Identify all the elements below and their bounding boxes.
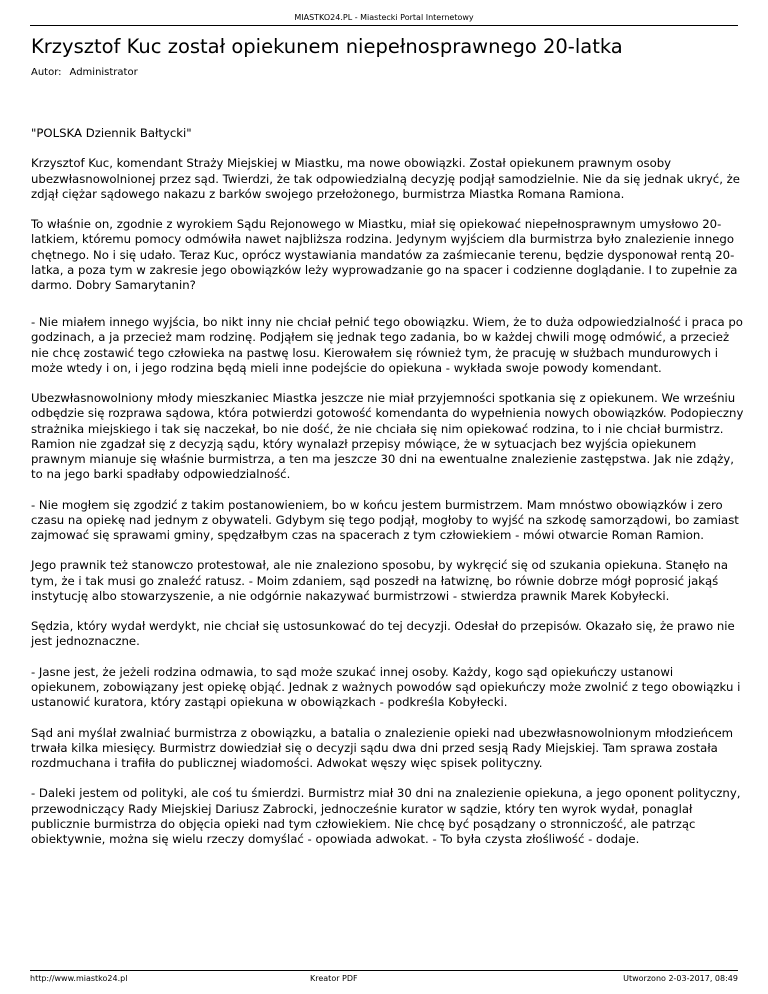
article-paragraph: Krzysztof Kuc, komendant Straży Miejskiej w Miastku, ma nowe obowiązki. Został opiekunem prawnym osoby ubezwłasnowolnionej przez sąd. Twierdzi, że tak odpowiedzialną decyzję podjął samodzielnie. Nie da się jednak ukryć, że zdjął ciężar sądowego nakazu z barków swojego przełożonego, burmistrza Miastka Romana Ramiona. xyxy=(31,156,740,201)
article-paragraph: Jego prawnik też stanowczo protestował, ale nie znaleziono sposobu, by wykręcić się od szukania opiekuna. Stanęło na tym, że i tak musi go znaleźć ratusz. - Moim zdaniem, sąd poszedł na łatwiznę, bo równie dobrze mógł poprosić jakąś instytucję albo stowarzyszenie, a nie odgórnie nakazywać burmistrzowi - stwierdza prawnik Marek Kobyłecki. xyxy=(31,558,729,603)
article-paragraph: Ubezwłasnowolniony młody mieszkaniec Miastka jeszcze nie miał przyjemności spotkania się z opiekunem. We wrześniu odbędzie się rozprawa sądowa, która potwierdzi gotowość komendanta do wypełnienia nowych obowiązków. Podopieczny strażnika miejskiego i tak się naczekał, bo nie dość, że nie chciała się nim opiekować rodzina, to i nie chciał burmistrz. Ramion nie zgadzał się z decyzją sądu, który wynalazł przepisy mówiące, że w sytuacjach bez wyjścia opiekunem prawnym mianuje się właśnie burmistrza, a ten ma jeszcze 30 dni na ewentualne znalezienie zastępstwa. Jak nie zdąży, to na jego barki spadłaby odpowiedzialność. xyxy=(31,391,744,482)
article-title: Krzysztof Kuc został opiekunem niepełnosprawnego 20-latka xyxy=(31,35,623,58)
footer-created-date: Utworzono 2-03-2017, 08:49 xyxy=(623,974,738,983)
footer-url-link[interactable]: http://www.miastko24.pl xyxy=(30,974,128,983)
article-paragraph: "POLSKA Dziennik Bałtycki" xyxy=(31,126,192,140)
footer-generator: Kreator PDF xyxy=(310,974,358,983)
article-paragraph: - Nie miałem innego wyjścia, bo nikt inny nie chciał pełnić tego obowiązku. Wiem, że to duża odpowiedzialność i praca po godzinach, a ja przecież mam rodzinę. Podjąłem się jednak tego zadania, bo w każdej chwili mogę odmówić, a przecież nie chcę zostawić tego człowieka na pastwę losu. Kierowałem się również tym, że pracuję w służbach mundurowych i może wtedy i on, i jego rodzina będą mieli inne podejście do opiekuna - wykłada swoje powody komendant. xyxy=(31,315,743,375)
article-body xyxy=(31,126,745,862)
article-paragraph: To właśnie on, zgodnie z wyrokiem Sądu Rejonowego w Miastku, miał się opiekować niepełnosprawnym umysłowo 20-latkiem, któremu pomocy odmówiła nawet najbliższa rodzina. Jedynym wyjściem dla burmistrza było znalezienie innego chętnego. No i się udało. Teraz Kuc, oprócz wystawiania mandatów za zaśmiecanie terenu, będzie dysponował rentą 20-latka, a poza tym w zakresie jego obowiązków leży wyprowadzanie go na spacer i codzienne doglądanie. I to zupełnie za darmo. Dobry Samarytanin? xyxy=(31,217,738,292)
article-paragraph: Sąd ani myślał zwalniać burmistrza z obowiązku, a batalia o znalezienie opieki nad ubezwłasnowolnionym młodzieńcem trwała kilka miesięcy. Burmistrz dowiedział się o decyzji sądu dwa dni przed sesją Rady Miejskiej. Tam sprawa została rozdmuchana i trafiła do publicznej wiadomości. Adwokat węszy więc spisek polityczny. xyxy=(31,725,734,770)
author-name: Administrator xyxy=(69,67,138,78)
author-line xyxy=(31,67,138,78)
site-header: MIASTKO24.PL - Miastecki Portal Internetowy xyxy=(30,13,738,26)
page-footer xyxy=(30,970,738,985)
article-paragraph: Sędzia, który wydał werdykt, nie chciał się ustosunkować do tej decyzji. Odesłał do przepisów. Okazało się, że prawo nie jest jednoznaczne. xyxy=(31,619,735,649)
author-label: Autor: xyxy=(31,67,62,78)
article-paragraph: - Jasne jest, że jeżeli rodzina odmawia, to sąd może szukać innej osoby. Każdy, kogo sąd opiekuńczy ustanowi opiekunem, zobowiązany jest opiekę objąć. Jednak z ważnych powodów sąd opiekuńczy może zwolnić z tego obowiązku i ustanowić kuratora, który zastąpi opiekuna w obowiązkach - podkreśla Kobyłecki. xyxy=(31,664,741,710)
article-paragraph: - Daleki jestem od polityki, ale coś tu śmierdzi. Burmistrz miał 30 dni na znalezienie opiekuna, a jego oponent polityczny, przewodniczący Rady Miejskiej Dariusz Zabrocki, jednocześnie kurator w sądzie, który ten wyrok wydał, ponaglał publicznie burmistrza do objęcia opieki nad tym człowiekiem. Nie chcę być posądzany o stronniczość, ale patrząc obiektywnie, można się wielu rzeczy domyślać - opowiada adwokat. - To była czysta złośliwość - dodaje. xyxy=(31,786,741,846)
article-paragraph: - Nie mogłem się zgodzić z takim postanowieniem, bo w końcu jestem burmistrzem. Mam mnóstwo obowiązków i zero czasu na opiekę nad jednym z obywateli. Gdybym się tego podjął, mogłoby to wyjść na szkodę samorządowi, bo zamiast zajmować się sprawami gminy, spędzałbym czas na spacerach z tym człowiekiem - mówi otwarcie Roman Ramion. xyxy=(31,497,739,543)
